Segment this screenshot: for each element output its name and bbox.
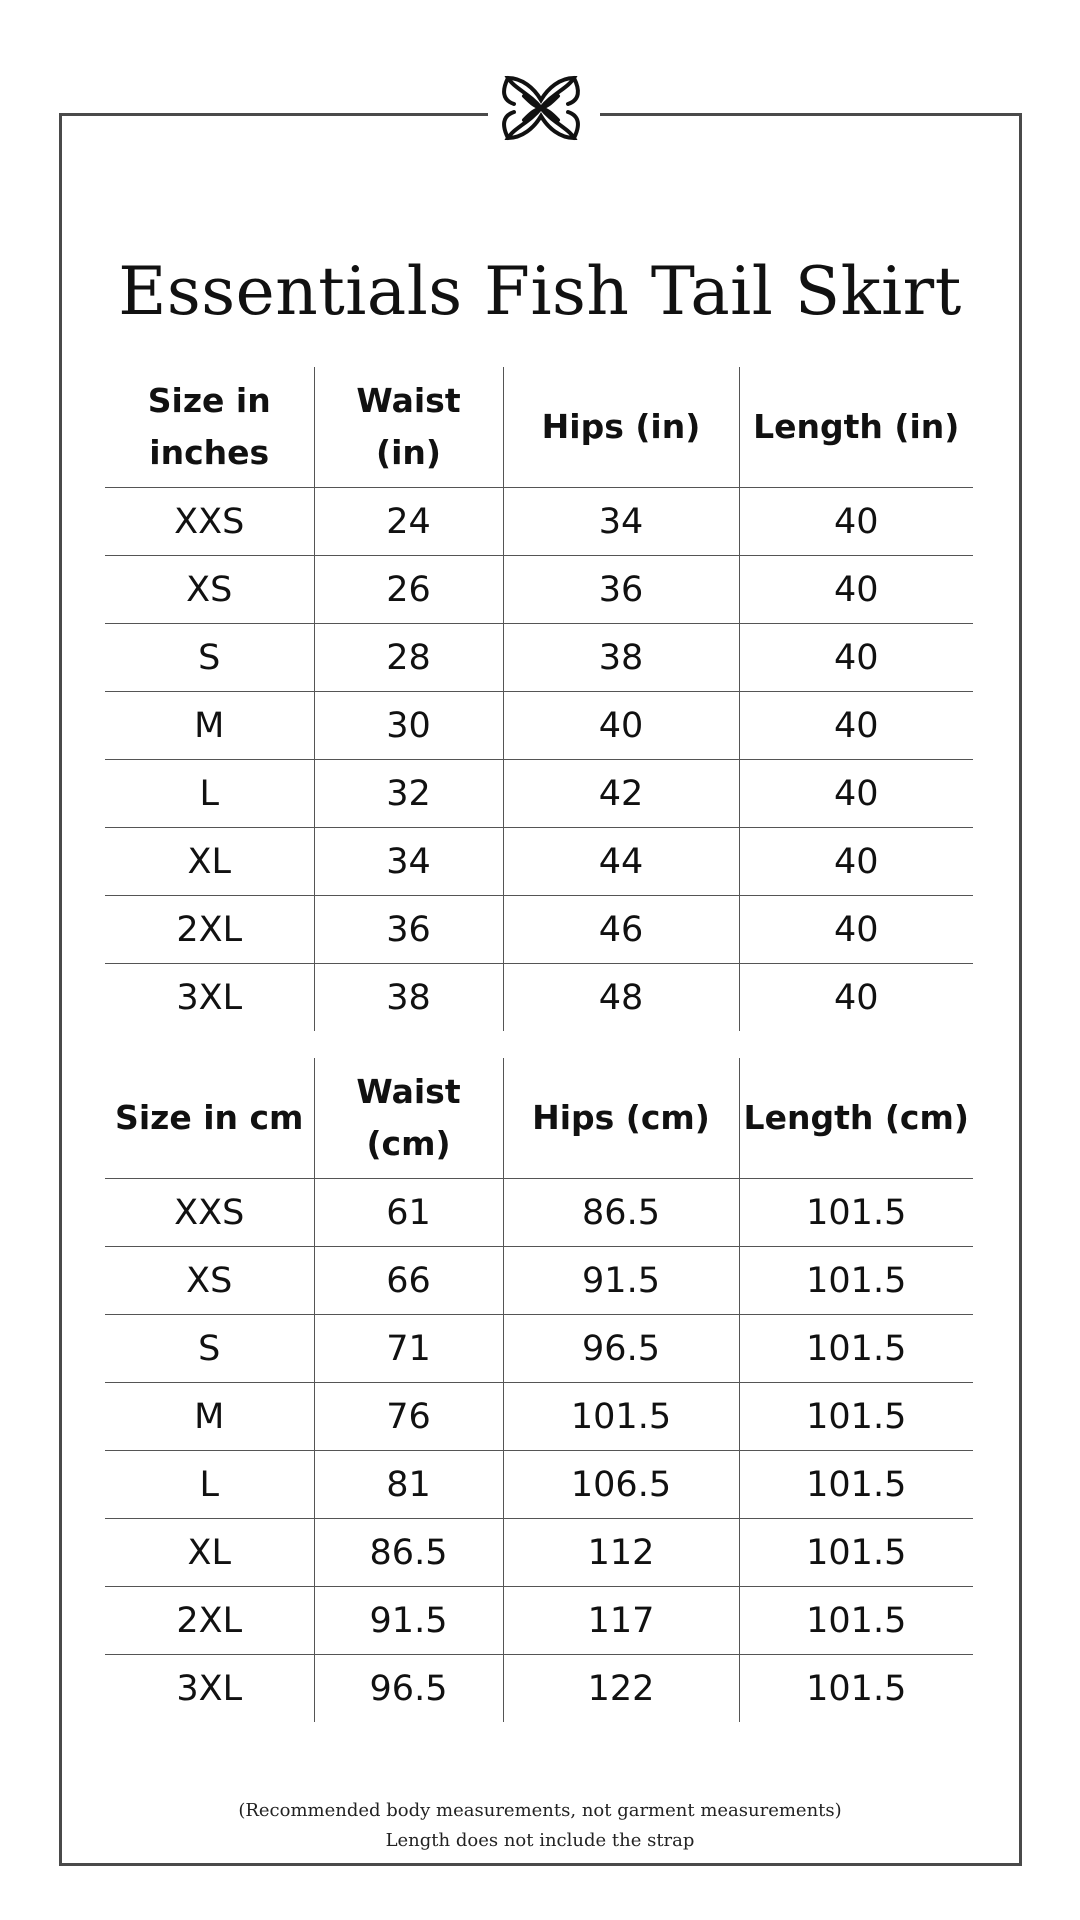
waist-cell: 66 <box>314 1247 503 1315</box>
length-cell: 101.5 <box>739 1587 973 1655</box>
column-header-size: Size in inches <box>105 367 314 488</box>
inches-size-table <box>105 367 973 1031</box>
column-header-hips: Hips (in) <box>503 367 739 488</box>
table-row <box>105 556 973 624</box>
waist-cell: 30 <box>314 692 503 760</box>
size-cell: M <box>105 1383 314 1451</box>
table-row <box>105 828 973 896</box>
hips-cell: 96.5 <box>503 1315 739 1383</box>
waist-cell: 34 <box>314 828 503 896</box>
ornament-icon <box>500 70 582 146</box>
hips-cell: 36 <box>503 556 739 624</box>
size-cell: S <box>105 1315 314 1383</box>
length-cell: 101.5 <box>739 1451 973 1519</box>
hips-cell: 86.5 <box>503 1179 739 1247</box>
waist-cell: 32 <box>314 760 503 828</box>
length-cell: 40 <box>739 556 973 624</box>
size-cell: L <box>105 760 314 828</box>
table-header-row <box>105 367 973 488</box>
length-cell: 101.5 <box>739 1519 973 1587</box>
hips-cell: 34 <box>503 488 739 556</box>
size-cell: XL <box>105 828 314 896</box>
waist-cell: 76 <box>314 1383 503 1451</box>
table-row <box>105 1451 973 1519</box>
waist-cell: 61 <box>314 1179 503 1247</box>
waist-cell: 71 <box>314 1315 503 1383</box>
table-row <box>105 488 973 556</box>
table-row <box>105 1655 973 1723</box>
column-header-size: Size in cm <box>105 1058 314 1179</box>
size-cell: XL <box>105 1519 314 1587</box>
column-header-waist: Waist (cm) <box>314 1058 503 1179</box>
waist-cell: 24 <box>314 488 503 556</box>
hips-cell: 42 <box>503 760 739 828</box>
length-cell: 40 <box>739 828 973 896</box>
waist-cell: 28 <box>314 624 503 692</box>
column-header-hips: Hips (cm) <box>503 1058 739 1179</box>
table-row <box>105 692 973 760</box>
table-header-row <box>105 1058 973 1179</box>
page-title: Essentials Fish Tail Skirt <box>118 253 962 331</box>
hips-cell: 106.5 <box>503 1451 739 1519</box>
table-row <box>105 1587 973 1655</box>
hips-cell: 46 <box>503 896 739 964</box>
size-cell: XXS <box>105 488 314 556</box>
hips-cell: 112 <box>503 1519 739 1587</box>
length-cell: 101.5 <box>739 1383 973 1451</box>
length-cell: 40 <box>739 488 973 556</box>
length-cell: 101.5 <box>739 1179 973 1247</box>
waist-cell: 86.5 <box>314 1519 503 1587</box>
table-row <box>105 1315 973 1383</box>
waist-cell: 26 <box>314 556 503 624</box>
cm-size-table <box>105 1058 973 1722</box>
length-cell: 40 <box>739 624 973 692</box>
table-row <box>105 1179 973 1247</box>
length-cell: 40 <box>739 760 973 828</box>
table-row <box>105 896 973 964</box>
length-cell: 40 <box>739 896 973 964</box>
table-row <box>105 964 973 1032</box>
size-cell: XXS <box>105 1179 314 1247</box>
hips-cell: 117 <box>503 1587 739 1655</box>
length-cell: 101.5 <box>739 1247 973 1315</box>
measurement-note: (Recommended body measurements, not garment measurements) <box>238 1800 842 1821</box>
size-cell: L <box>105 1451 314 1519</box>
size-cell: XS <box>105 556 314 624</box>
table-row <box>105 1247 973 1315</box>
strap-note: Length does not include the strap <box>385 1830 695 1851</box>
hips-cell: 40 <box>503 692 739 760</box>
length-cell: 101.5 <box>739 1315 973 1383</box>
size-cell: 2XL <box>105 896 314 964</box>
size-cell: 3XL <box>176 1668 243 1709</box>
hips-cell: 91.5 <box>503 1247 739 1315</box>
waist-cell: 91.5 <box>314 1587 503 1655</box>
size-cell: XS <box>105 1247 314 1315</box>
hips-cell: 48 <box>503 964 739 1032</box>
table-row <box>105 1519 973 1587</box>
waist-cell: 81 <box>314 1451 503 1519</box>
length-cell: 101.5 <box>739 1655 973 1723</box>
waist-cell: 96.5 <box>314 1655 503 1723</box>
column-header-waist: Waist (in) <box>314 367 503 488</box>
table-row <box>105 624 973 692</box>
column-header-length: Length (cm) <box>739 1058 973 1179</box>
table-row <box>105 760 973 828</box>
hips-cell: 38 <box>503 624 739 692</box>
hips-cell: 44 <box>503 828 739 896</box>
waist-cell: 38 <box>314 964 503 1032</box>
length-cell: 40 <box>739 964 973 1032</box>
size-cell: 3XL <box>176 977 243 1018</box>
length-cell: 40 <box>739 692 973 760</box>
hips-cell: 122 <box>503 1655 739 1723</box>
size-cell: 2XL <box>105 1587 314 1655</box>
waist-cell: 36 <box>314 896 503 964</box>
table-row <box>105 1383 973 1451</box>
column-header-length: Length (in) <box>739 367 973 488</box>
size-cell: M <box>105 692 314 760</box>
size-cell: S <box>105 624 314 692</box>
hips-cell: 101.5 <box>503 1383 739 1451</box>
